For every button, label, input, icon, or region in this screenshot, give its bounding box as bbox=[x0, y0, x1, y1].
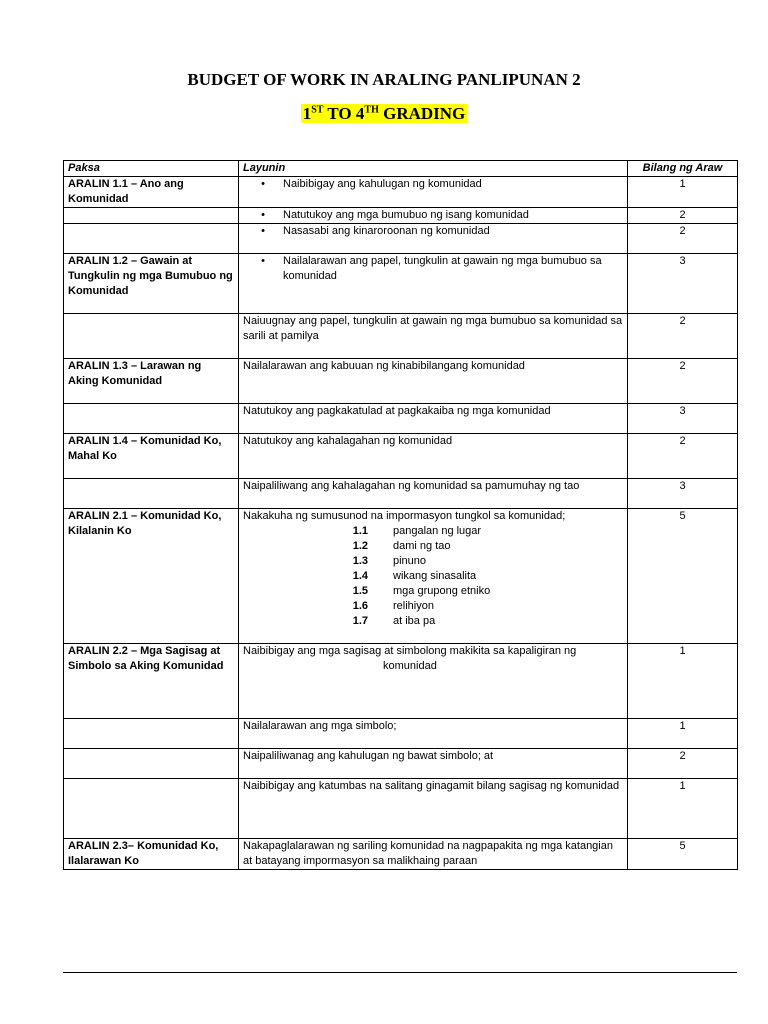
table-row bbox=[64, 779, 738, 839]
sub-item-number: 1.5 bbox=[352, 585, 368, 597]
sub-item bbox=[243, 599, 623, 614]
subtitle-number-1: 1 bbox=[302, 104, 312, 123]
bilang-cell: 1 bbox=[628, 177, 738, 208]
bullet-icon: • bbox=[261, 178, 265, 190]
header-bilang: Bilang ng Araw bbox=[628, 161, 738, 177]
document-title: BUDGET OF WORK IN ARALING PANLIPUNAN 2 bbox=[187, 70, 581, 89]
bullet-icon: • bbox=[261, 225, 265, 237]
table-row bbox=[64, 434, 738, 479]
sub-item bbox=[243, 614, 623, 629]
layunin-cell: Natutukoy ang pagkakatulad at pagkakaiba ng mga komunidad bbox=[239, 404, 628, 434]
paksa-cell: ARALIN 2.3– Komunidad Ko, Ilalarawan Ko bbox=[64, 839, 239, 870]
table-row bbox=[64, 254, 738, 314]
bilang-cell: 2 bbox=[628, 359, 738, 404]
layunin-cell: Natutukoy ang kahalagahan ng komunidad bbox=[239, 434, 628, 479]
paksa-cell bbox=[64, 779, 239, 839]
bilang-cell: 1 bbox=[628, 644, 738, 719]
sub-item-number: 1.3 bbox=[352, 555, 368, 567]
footer-divider bbox=[63, 972, 737, 973]
sub-item-text: relihiyon bbox=[393, 600, 434, 612]
sub-item-number: 1.1 bbox=[352, 525, 368, 537]
sub-item-text: dami ng tao bbox=[393, 540, 451, 552]
layunin-cell bbox=[239, 254, 628, 314]
layunin-cell: Naiuugnay ang papel, tungkulin at gawain ng mga bumubuo sa komunidad sa sarili at pamilya bbox=[239, 314, 628, 359]
layunin-cell: Nailalarawan ang mga simbolo; bbox=[239, 719, 628, 749]
layunin-text: Nakakuha ng sumusunod na impormasyon tungkol sa komunidad; bbox=[243, 510, 566, 522]
bilang-cell: 1 bbox=[628, 719, 738, 749]
bilang-cell: 5 bbox=[628, 509, 738, 644]
table-row bbox=[64, 359, 738, 404]
bilang-cell: 2 bbox=[628, 224, 738, 254]
bilang-cell: 3 bbox=[628, 254, 738, 314]
sub-item-text: pangalan ng lugar bbox=[393, 525, 482, 537]
layunin-cell: Nailalarawan ang kabuuan ng kinabibilangang komunidad bbox=[239, 359, 628, 404]
bilang-cell: 1 bbox=[628, 779, 738, 839]
document-subtitle bbox=[0, 104, 768, 124]
paksa-cell bbox=[64, 224, 239, 254]
table-row bbox=[64, 719, 738, 749]
table-row bbox=[64, 644, 738, 719]
layunin-text: Naibibigay ang mga sagisag at simbolong makikita sa kapaligiran ng bbox=[243, 645, 577, 657]
header-paksa: Paksa bbox=[64, 161, 239, 177]
sub-item-number: 1.2 bbox=[352, 540, 368, 552]
bilang-cell: 2 bbox=[628, 434, 738, 479]
layunin-text: Natutukoy ang mga bumubuo ng isang komunidad bbox=[283, 209, 529, 221]
sub-item-text: mga grupong etniko bbox=[393, 585, 491, 597]
layunin-cell: Naipaliliwanag ang kahulugan ng bawat simbolo; at bbox=[239, 749, 628, 779]
layunin-cell bbox=[239, 208, 628, 224]
paksa-cell: ARALIN 2.1 – Komunidad Ko, Kilalanin Ko bbox=[64, 509, 239, 644]
bullet-icon: • bbox=[261, 255, 265, 267]
paksa-cell bbox=[64, 314, 239, 359]
sub-item-number: 1.6 bbox=[352, 600, 368, 612]
table-row bbox=[64, 314, 738, 359]
paksa-cell: ARALIN 1.2 – Gawain at Tungkulin ng mga Bumubuo ng Komunidad bbox=[64, 254, 239, 314]
bilang-cell: 3 bbox=[628, 479, 738, 509]
paksa-cell: ARALIN 1.3 – Larawan ng Aking Komunidad bbox=[64, 359, 239, 404]
sub-item-text: at iba pa bbox=[393, 615, 436, 627]
sub-item-text: wikang sinasalita bbox=[393, 570, 477, 582]
bilang-cell: 5 bbox=[628, 839, 738, 870]
paksa-cell: ARALIN 2.2 – Mga Sagisag at Simbolo sa Aking Komunidad bbox=[64, 644, 239, 719]
table-row bbox=[64, 224, 738, 254]
bilang-cell: 2 bbox=[628, 208, 738, 224]
header-layunin: Layunin bbox=[239, 161, 628, 177]
paksa-cell bbox=[64, 208, 239, 224]
sub-item-number: 1.7 bbox=[352, 615, 368, 627]
bilang-cell: 2 bbox=[628, 749, 738, 779]
subtitle-grading: GRADING bbox=[378, 104, 466, 123]
sub-item-number: 1.4 bbox=[352, 570, 368, 582]
layunin-cell bbox=[239, 224, 628, 254]
subtitle-highlight bbox=[301, 104, 468, 123]
bullet-icon: • bbox=[261, 209, 265, 221]
sub-item bbox=[243, 584, 623, 599]
sub-item bbox=[243, 554, 623, 569]
subtitle-to: TO 4 bbox=[323, 104, 365, 123]
table-row bbox=[64, 208, 738, 224]
budget-table bbox=[63, 160, 738, 870]
layunin-text: Nailalarawan ang papel, tungkulin at gawain ng mga bumubuo sa komunidad bbox=[283, 255, 602, 282]
sub-item bbox=[243, 569, 623, 584]
paksa-cell: ARALIN 1.4 – Komunidad Ko, Mahal Ko bbox=[64, 434, 239, 479]
bilang-cell: 3 bbox=[628, 404, 738, 434]
table-row bbox=[64, 509, 738, 644]
table-row bbox=[64, 749, 738, 779]
paksa-cell bbox=[64, 719, 239, 749]
bilang-cell: 2 bbox=[628, 314, 738, 359]
layunin-text: Naibibigay ang kahulugan ng komunidad bbox=[283, 178, 482, 190]
header-row bbox=[64, 161, 738, 177]
sub-item bbox=[243, 524, 623, 539]
table-row bbox=[64, 177, 738, 208]
layunin-cell bbox=[239, 644, 628, 719]
layunin-cell: Naibibigay ang katumbas na salitang ginagamit bilang sagisag ng komunidad bbox=[239, 779, 628, 839]
layunin-cell bbox=[239, 177, 628, 208]
subtitle-suffix-th: TH bbox=[364, 104, 379, 116]
sub-item-text: pinuno bbox=[393, 555, 427, 567]
paksa-cell bbox=[64, 479, 239, 509]
paksa-cell: ARALIN 1.1 – Ano ang Komunidad bbox=[64, 177, 239, 208]
table-row bbox=[64, 404, 738, 434]
layunin-cell: Naipaliliwang ang kahalagahan ng komunidad sa pamumuhay ng tao bbox=[239, 479, 628, 509]
layunin-cell bbox=[239, 509, 628, 644]
table-row bbox=[64, 479, 738, 509]
layunin-text: Nasasabi ang kinaroroonan ng komunidad bbox=[283, 225, 490, 237]
layunin-text-continued: komunidad bbox=[383, 660, 437, 672]
table-row bbox=[64, 839, 738, 870]
layunin-cell: Nakapaglalarawan ng sariling komunidad na nagpapakita ng mga katangian at batayang impormasyon sa malikhaing paraan bbox=[239, 839, 628, 870]
paksa-cell bbox=[64, 749, 239, 779]
sub-item bbox=[243, 539, 623, 554]
subtitle-suffix-st: ST bbox=[311, 104, 324, 116]
paksa-cell bbox=[64, 404, 239, 434]
